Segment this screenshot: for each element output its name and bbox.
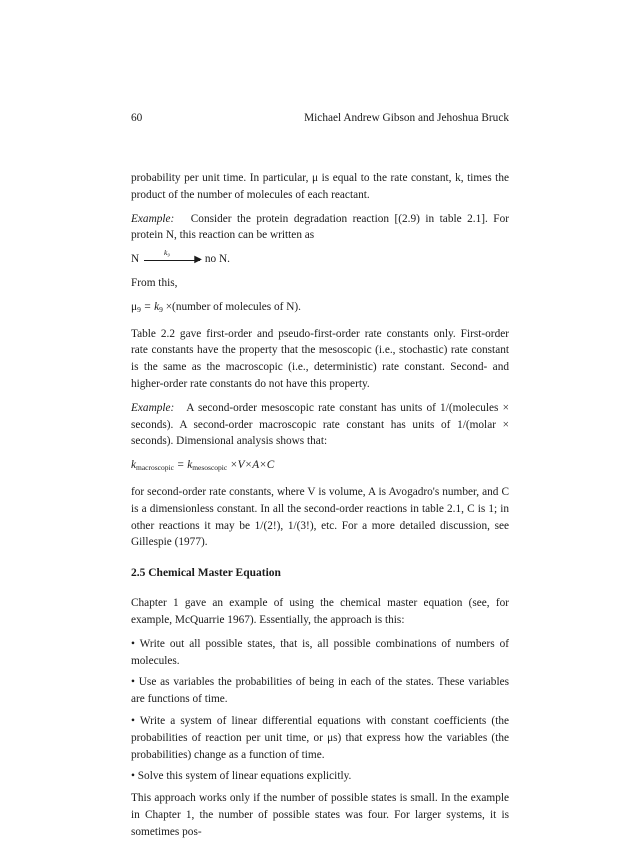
rate-constant-label: k₉ <box>164 247 170 257</box>
eq-k-subscript: 9 <box>159 304 163 314</box>
paragraph-second-order: for second-order rate constants, where V is volume, A is Avogadro's number, and C is a dimensionless constant. In all the second-order reactions in table 2.1, C is 1; in other reactions it may be 1/(2!), 1/(3!), etc. For a more detailed discussion, see Gillespie (1977). <box>131 485 509 549</box>
eq-meso-subscript: mesoscopic <box>192 463 228 473</box>
paragraph-probability: probability per unit time. In particular, μ is equal to the rate constant, k, times the product of the number of molecules of each reactant. <box>131 172 509 201</box>
reaction-arrow <box>144 247 202 265</box>
paragraph-master-equation: Chapter 1 gave an example of using the chemical master equation (see, for example, McQuarrie 1967). Essentially, the approach is this: <box>131 597 509 626</box>
eq-k-macro: k <box>131 459 137 472</box>
eq-rest: ×(number of molecules of N). <box>165 300 301 313</box>
example-label: Example: <box>131 212 175 225</box>
eq-product: ×V×A×C <box>230 459 275 472</box>
paragraph-approach: This approach works only if the number of possible states is small. In the example in Chapter 1, the number of possible states was four. For larger systems, it is sometimes pos- <box>131 792 509 838</box>
running-header <box>131 110 509 127</box>
equation-mu9 <box>131 299 509 319</box>
list-item: • Solve this system of linear equations explicitly. <box>131 770 352 783</box>
example-degradation <box>131 211 509 245</box>
reaction-reactant: N <box>131 253 140 266</box>
list-item: • Write out all possible states, that is, all possible combinations of numbers of molecules. <box>131 637 509 667</box>
eq-k-meso: = k <box>176 459 193 472</box>
list-item: • Use as variables the probabilities of being in each of the states. These variables are functions of time. <box>131 676 509 706</box>
eq-macro-subscript: macroscopic <box>136 463 174 473</box>
eq-k: = k <box>143 300 160 313</box>
eq-mu-subscript: 9 <box>137 304 141 314</box>
section-heading: 2.5 Chemical Master Equation <box>131 567 281 580</box>
reaction-equation <box>131 247 509 268</box>
arrow-line <box>144 260 200 261</box>
eq-mu: μ <box>131 300 138 313</box>
arrow-head-icon: ▶ <box>194 253 202 265</box>
list-item: • Write a system of linear differential equations with constant coefficients (the probabilities of reaction per unit time, or μs) that express how the variables (the probabilities) change as a function of time. <box>131 714 509 761</box>
example-text: Consider the protein degradation reaction [(2.9) in table 2.1]. For protein N, this reaction can be written as <box>131 212 509 242</box>
paragraph-from-this: From this, <box>131 276 178 289</box>
page-number: 60 <box>131 112 143 124</box>
example-text: A second-order mesoscopic rate constant has units of 1/(molecules × seconds). A second-order macroscopic rate constant has units of 1/(molar × seconds). Dimensional analysis shows that: <box>131 401 509 448</box>
example-label: Example: <box>131 401 175 414</box>
equation-macroscopic <box>131 457 509 477</box>
reaction-product: no N. <box>204 253 230 266</box>
paragraph-rate-constants: Table 2.2 gave first-order and pseudo-first-order rate constants only. First-order rate constants have the property that the mesoscopic (i.e., stochastic) rate constant is the same as the macroscopic (i.e., deterministic) rate constant. Second- and higher-order rate constants do not have this property. <box>131 327 509 390</box>
body-text <box>131 170 509 848</box>
running-authors: Michael Andrew Gibson and Jehoshua Bruck <box>304 112 509 124</box>
example-units <box>131 400 509 450</box>
